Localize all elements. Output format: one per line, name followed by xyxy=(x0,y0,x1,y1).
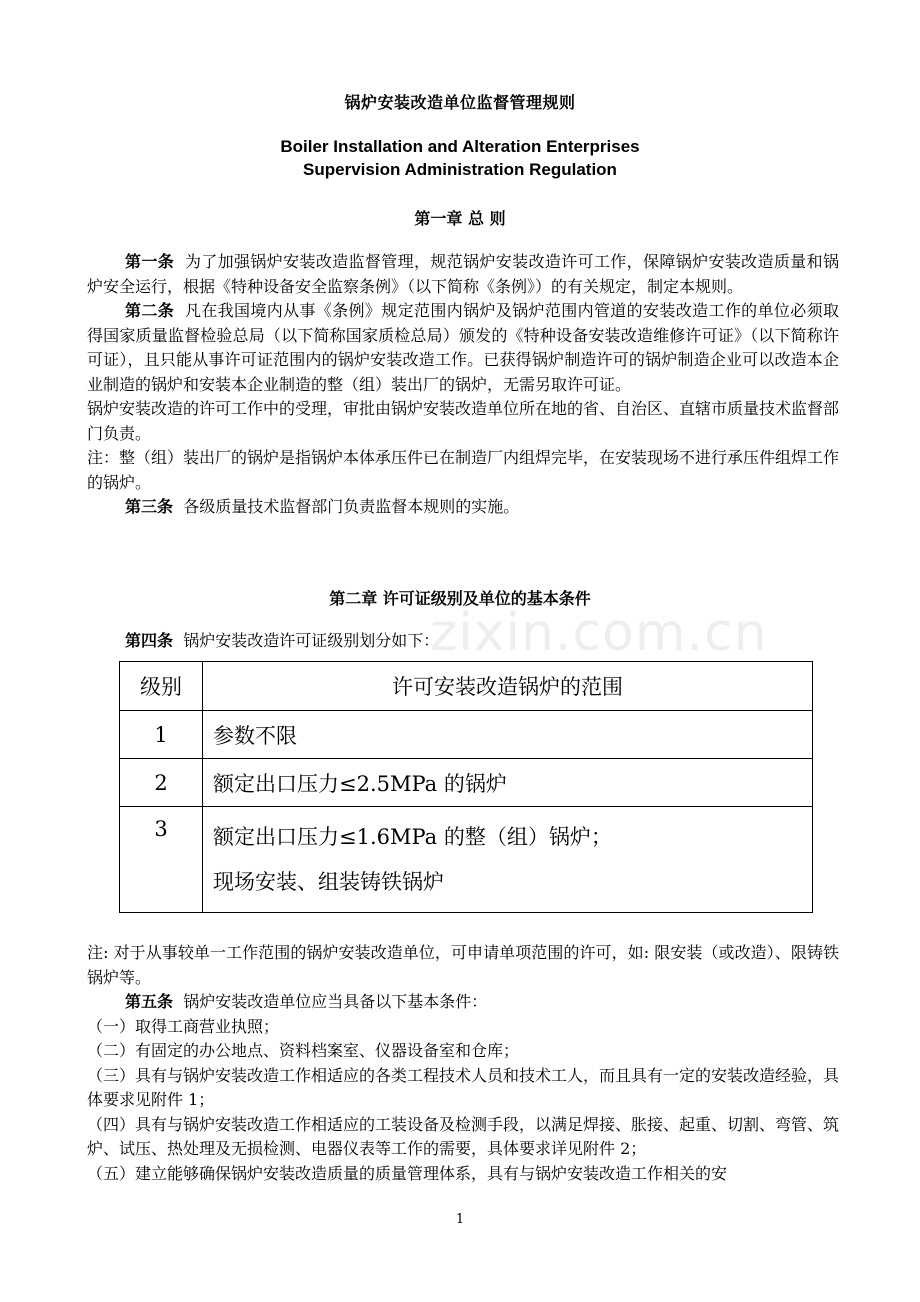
chapter1-title: 第一章 总 则 xyxy=(414,209,506,228)
table-header-row xyxy=(120,662,813,711)
table-row xyxy=(120,807,813,913)
article-5-text: 锅炉安装改造单位应当具备以下基本条件： xyxy=(183,992,488,1011)
article-3-text: 各级质量技术监督部门负责监督本规则的实施。 xyxy=(183,497,520,516)
table-cell-level: 2 xyxy=(120,759,203,807)
table-cell-level: 3 xyxy=(120,807,203,913)
chapter1-body xyxy=(87,250,839,520)
table-cell-scope: 参数不限 xyxy=(203,711,813,759)
table-cell-level: 1 xyxy=(120,711,203,759)
chapter2-title: 第二章 许可证级别及单位的基本条件 xyxy=(329,589,591,608)
article-3 xyxy=(87,495,839,520)
article-1 xyxy=(87,250,839,299)
page-number: 1 xyxy=(455,1212,465,1227)
license-level-table xyxy=(119,661,813,913)
table-cell-scope-line1: 额定出口压力≤1.6MPa 的整（组）锅炉； xyxy=(213,824,612,849)
article-1-label: 第一条 xyxy=(125,252,175,271)
article-4-text: 锅炉安装改造许可证级别划分如下： xyxy=(183,631,440,650)
article-5-item: （一）取得工商营业执照； xyxy=(87,1016,280,1036)
article-4-label: 第四条 xyxy=(125,631,174,650)
chapter2-body xyxy=(87,941,839,1186)
article-5-item: （四）具有与锅炉安装改造工作相适应的工装设备及检测手段，以满足焊接、胀接、起重、切割、弯管、筑炉、试压、热处理及无损检测、电器仪表等工作的需要，具体要求详见附件 2； xyxy=(87,1114,840,1158)
watermark: zixin.com.cn xyxy=(430,603,768,663)
table-cell-scope xyxy=(203,807,813,913)
table-row xyxy=(120,759,813,807)
table-header-level: 级别 xyxy=(120,662,203,711)
article-5-item: （二）有固定的办公地点、资料档案室、仪器设备室和仓库； xyxy=(87,1041,520,1060)
article-2 xyxy=(87,299,839,397)
article-5-label: 第五条 xyxy=(125,992,174,1011)
article-2-note: 注：整（组）装出厂的锅炉是指锅炉本体承压件已在制造厂内组焊完毕，在安装现场不进行承压件组焊工作的锅炉。 xyxy=(87,448,840,492)
table-note: 注: 对于从事较单一工作范围的锅炉安装改造单位，可申请单项范围的许可，如: 限安装（或改造）、限铸铁锅炉等。 xyxy=(87,943,839,987)
article-1-text: 为了加强锅炉安装改造监督管理，规范锅炉安装改造许可工作，保障锅炉安装改造质量和锅炉安全运行，根据《特种设备安全监察条例》（以下简称《条例》）的有关规定，制定本规则。 xyxy=(87,252,839,296)
article-5 xyxy=(87,990,839,1015)
table-header-scope: 许可安装改造锅炉的范围 xyxy=(203,662,813,711)
table-cell-scope: 额定出口压力≤2.5MPa 的锅炉 xyxy=(203,759,813,807)
article-5-item: （三）具有与锅炉安装改造工作相适应的各类工程技术人员和技术工人，而且具有一定的安装改造经验，具体要求见附件 1； xyxy=(87,1065,840,1109)
article-3-label: 第三条 xyxy=(125,497,174,516)
document-title-cn: 锅炉安装改造单位监督管理规则 xyxy=(344,93,576,112)
article-2-label: 第二条 xyxy=(125,301,175,320)
document-title-en-line2: Supervision Administration Regulation xyxy=(303,160,617,179)
article-2-text: 凡在我国境内从事《条例》规定范围内锅炉及锅炉范围内管道的安装改造工作的单位必须取得国家质量监督检验总局（以下简称国家质检总局）颁发的《特种设备安装改造维修许可证》（以下简称许可证），且只能从事许可证范围内的锅炉安装改造工作。已获得锅炉制造许可的锅炉制造企业可以改造本企业制造的锅炉和安装本企业制造的整（组）装出厂的锅炉，无需另取许可证。 xyxy=(87,301,839,394)
article-2-paragraph-2: 锅炉安装改造的许可工作中的受理，审批由锅炉安装改造单位所在地的省、自治区、直辖市质量技术监督部门负责。 xyxy=(87,399,840,443)
table-row xyxy=(120,711,813,759)
table-cell-scope-line2: 现场安装、组装铸铁锅炉 xyxy=(213,869,444,894)
article-5-item: （五）建立能够确保锅炉安装改造质量的质量管理体系，具有与锅炉安装改造工作相关的安 xyxy=(87,1163,728,1183)
document-title-en-line1: Boiler Installation and Alteration Enterprises xyxy=(280,137,640,156)
